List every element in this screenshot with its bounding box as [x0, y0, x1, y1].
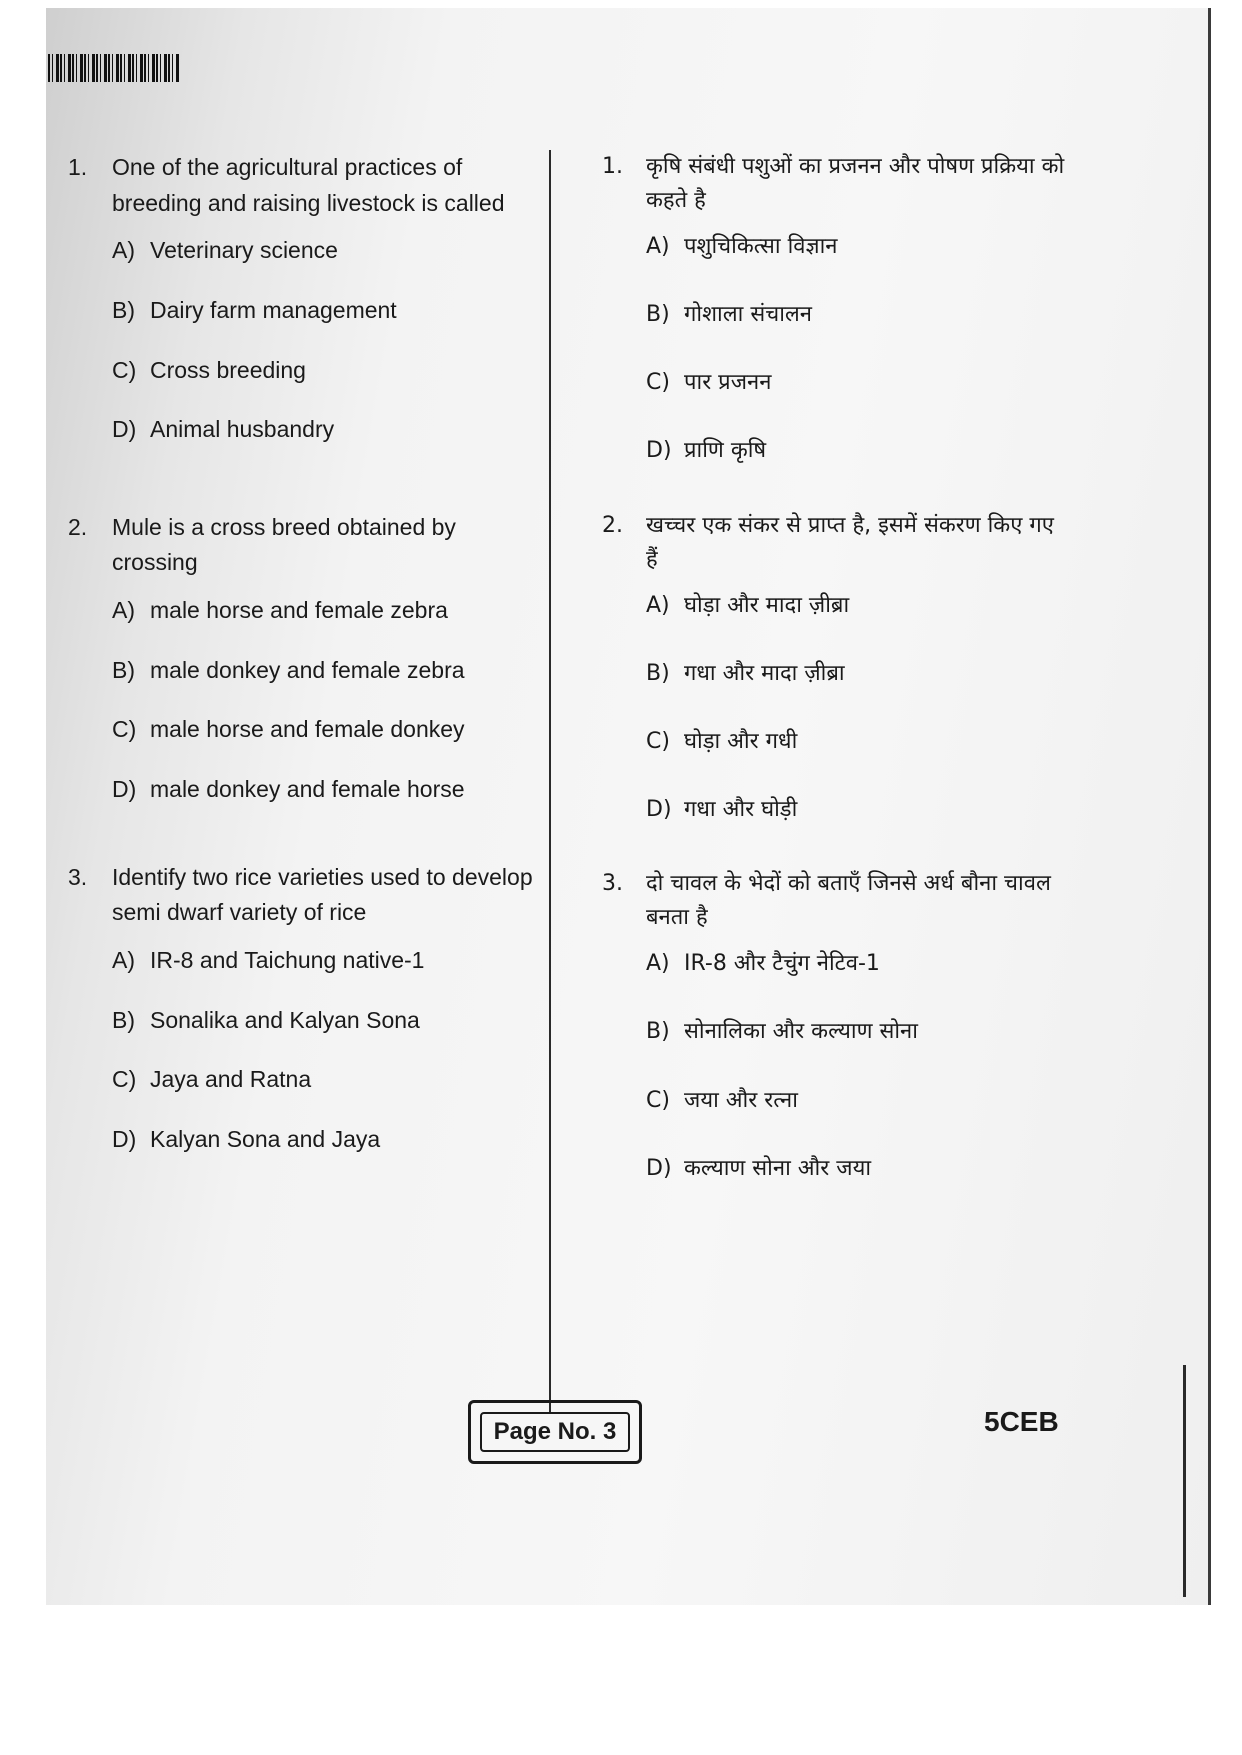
option-a: A) IR-8 और टैचुंग नेटिव-1	[646, 951, 880, 977]
margin-rule	[1183, 1365, 1186, 1597]
option-d: D) Kalyan Sona and Jaya	[112, 1125, 381, 1152]
option-c: C) male horse and female donkey	[112, 716, 465, 743]
column-divider	[549, 150, 551, 1412]
page-number-box	[468, 1400, 642, 1464]
option-d: D) प्राणि कृषि	[646, 438, 767, 464]
question-2-en	[68, 510, 543, 808]
option-c: C) Jaya and Ratna	[112, 1066, 312, 1093]
question-text: Identify two rice varieties used to develop semi dwarf variety of rice	[112, 863, 533, 926]
question-text: दो चावल के भेदों को बताएँ जिनसे अर्ध बौना चावल बनता है	[646, 871, 1051, 931]
option-b: B) गधा और मादा ज़ीब्रा	[646, 660, 845, 686]
booklet-code: 5CEB	[984, 1406, 1059, 1437]
english-column	[68, 150, 543, 1188]
question-text: Mule is a cross breed obtained by crossing	[112, 513, 456, 576]
option-b: B) Sonalika and Kalyan Sona	[112, 1006, 420, 1033]
option-c: C) पार प्रजनन	[646, 370, 772, 396]
option-a: A) पशुचिकित्सा विज्ञान	[646, 234, 838, 260]
option-d: D) Animal husbandry	[112, 416, 335, 443]
question-3-en	[68, 860, 543, 1158]
barcode-image	[48, 54, 180, 82]
question-1-hi	[602, 150, 1072, 469]
question-number: 3.	[602, 871, 623, 897]
option-a: A) male horse and female zebra	[112, 597, 448, 624]
question-text: खच्चर एक संकर से प्राप्त है, इसमें संकरण किए गए हैं	[646, 512, 1054, 572]
option-d: D) गधा और घोड़ी	[646, 797, 798, 823]
option-b: B) गोशाला संचालन	[646, 302, 813, 328]
question-number: 2.	[602, 512, 623, 538]
option-b: B) Dairy farm management	[112, 296, 397, 323]
hindi-column	[602, 150, 1072, 1220]
option-c: C) Cross breeding	[112, 356, 306, 383]
option-c: C) जया और रत्ना	[646, 1087, 798, 1113]
question-text: One of the agricultural practices of breeding and raising livestock is called	[112, 154, 505, 216]
question-text: कृषि संबंधी पशुओं का प्रजनन और पोषण प्रक्रिया को कहते है	[646, 154, 1065, 214]
page-number: Page No. 3	[480, 1412, 631, 1452]
option-b: B) सोनालिका और कल्याण सोना	[646, 1019, 918, 1045]
option-a: A) घोड़ा और मादा ज़ीब्रा	[646, 592, 850, 618]
option-a: A) IR-8 and Taichung native-1	[112, 946, 425, 973]
option-a: A) Veterinary science	[112, 237, 338, 264]
question-number: 3.	[68, 863, 88, 890]
option-d: D) कल्याण सोना और जया	[646, 1155, 872, 1181]
option-b: B) male donkey and female zebra	[112, 656, 465, 683]
question-1-en	[68, 150, 543, 448]
option-d: D) male donkey and female horse	[112, 776, 465, 803]
question-number: 1.	[602, 154, 623, 179]
question-3-hi	[602, 867, 1072, 1186]
question-2-hi	[602, 509, 1072, 828]
question-number: 1.	[68, 154, 88, 180]
option-c: C) घोड़ा और गधी	[646, 728, 798, 754]
question-number: 2.	[68, 513, 88, 540]
